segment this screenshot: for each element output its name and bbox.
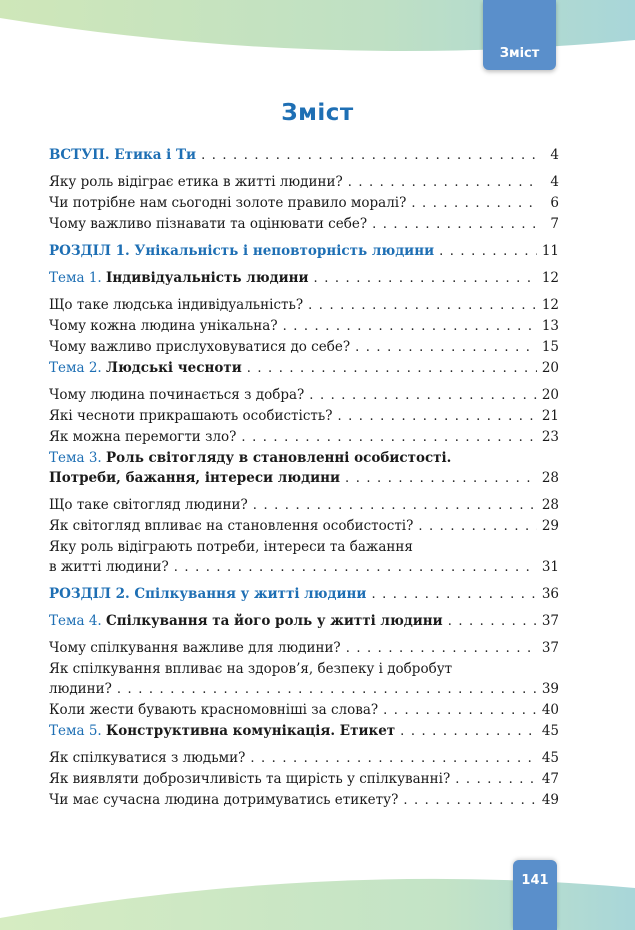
- toc-page-number: 47: [541, 771, 559, 787]
- toc-page-number: 15: [541, 339, 559, 355]
- toc-entry[interactable]: [49, 516, 559, 537]
- topic-label: Тема 5.: [49, 723, 102, 739]
- toc-entry-tema-3-line-2[interactable]: [49, 468, 559, 489]
- toc-entry-tema-2[interactable]: [49, 358, 559, 379]
- toc-entry[interactable]: [49, 406, 559, 427]
- leader-dots: [174, 558, 537, 578]
- toc-entry[interactable]: [49, 427, 559, 448]
- leader-dots: [403, 791, 536, 811]
- toc-entry-title: Як спілкування впливає на здоров’я, безпеку і добробут: [49, 661, 453, 677]
- toc-page-number: 23: [541, 429, 559, 445]
- toc-page-number: 12: [541, 270, 559, 286]
- toc-entry[interactable]: [49, 748, 559, 769]
- toc-entry[interactable]: [49, 316, 559, 337]
- toc-entry-title: Як світогляд впливає на становлення особистості?: [49, 518, 414, 534]
- leader-dots: [348, 173, 540, 193]
- toc-entry[interactable]: [49, 638, 559, 659]
- leader-dots: [247, 359, 537, 379]
- leader-dots: [371, 585, 536, 605]
- toc-entry-title: в житті людини?: [49, 559, 169, 575]
- toc-page-number: 11: [541, 243, 559, 259]
- toc-entry-multiline-1[interactable]: [49, 537, 559, 557]
- toc-page-number: 37: [541, 640, 559, 656]
- toc-entry-multiline-1[interactable]: [49, 659, 559, 679]
- toc-entry-title: Чому кожна людина унікальна?: [49, 318, 278, 334]
- toc-entry-title: Чи потрібне нам сьогодні золоте правило моралі?: [49, 195, 407, 211]
- toc-page-number: 7: [550, 216, 559, 232]
- toc-page-number: 39: [541, 681, 559, 697]
- section-tab-label: Зміст: [499, 46, 540, 61]
- leader-dots: [400, 722, 537, 742]
- toc-entry-title: людини?: [49, 681, 112, 697]
- toc-entry-title: Чи має сучасна людина дотримуватись етикету?: [49, 792, 399, 808]
- toc-entry[interactable]: [49, 495, 559, 516]
- leader-dots: [283, 317, 537, 337]
- topic-label: Тема 1.: [49, 270, 102, 286]
- topic-label: Тема 3.: [49, 450, 102, 466]
- toc-page-number: 4: [550, 174, 559, 190]
- toc-entry-title: ВСТУП. Етика і Ти: [49, 147, 197, 163]
- page-number: 141: [521, 873, 549, 888]
- toc-page-number: 45: [541, 723, 559, 739]
- toc-entry-title: Що таке світогляд людини?: [49, 497, 248, 513]
- topic-label: Тема 2.: [49, 360, 102, 376]
- leader-dots: [383, 701, 537, 721]
- toc-entry[interactable]: [49, 337, 559, 358]
- toc-entry-title: РОЗДІЛ 1. Унікальність і неповторність людини: [49, 243, 435, 259]
- toc-entry-title: Які чесноти прикрашають особистість?: [49, 408, 333, 424]
- leader-dots: [345, 469, 537, 489]
- toc-entry[interactable]: [49, 790, 559, 811]
- table-of-contents: [49, 145, 559, 811]
- leader-dots: [201, 146, 540, 166]
- page-title: Зміст: [281, 100, 354, 126]
- toc-entry-intro[interactable]: [49, 145, 559, 166]
- toc-entry[interactable]: [49, 769, 559, 790]
- toc-entry-title: Чому важливо прислуховуватися до себе?: [49, 339, 351, 355]
- toc-page-number: 36: [541, 586, 559, 602]
- toc-entry-tema-1[interactable]: [49, 268, 559, 289]
- toc-entry-title: Чому важливо пізнавати та оцінювати себе?: [49, 216, 368, 232]
- toc-entry-title: Чому людина починається з добра?: [49, 387, 305, 403]
- toc-entry-title: Що таке людська індивідуальність?: [49, 297, 304, 313]
- leader-dots: [372, 215, 540, 235]
- leader-dots: [355, 338, 537, 358]
- leader-dots: [253, 496, 537, 516]
- toc-entry[interactable]: [49, 193, 559, 214]
- toc-page-number: 49: [541, 792, 559, 808]
- toc-entry-title: Чому спілкування важливе для людини?: [49, 640, 341, 656]
- section-tab-contents: [483, 0, 556, 70]
- toc-entry-title: РОЗДІЛ 2. Спілкування у житті людини: [49, 586, 367, 602]
- toc-entry-title: Як можна перемогти зло?: [49, 429, 237, 445]
- toc-page-number: 28: [541, 497, 559, 513]
- toc-page-number: 29: [541, 518, 559, 534]
- toc-entry-multiline-2[interactable]: [49, 679, 559, 700]
- topic-title: Конструктивна комунікація. Етикет: [106, 723, 396, 739]
- toc-page-number: 31: [541, 559, 559, 575]
- toc-entry[interactable]: [49, 700, 559, 721]
- toc-page-number: 45: [541, 750, 559, 766]
- page-number-tab: [513, 860, 557, 930]
- topic-title: Людські чесноти: [106, 360, 242, 376]
- leader-dots: [346, 639, 537, 659]
- toc-page-number: 21: [541, 408, 559, 424]
- toc-page-number: 20: [541, 387, 559, 403]
- topic-title: Спілкування та його роль у житті людини: [106, 613, 443, 629]
- toc-entry-title: Коли жести бувають красномовніші за слова?: [49, 702, 379, 718]
- leader-dots: [337, 407, 536, 427]
- toc-entry[interactable]: [49, 295, 559, 316]
- topic-label: Тема 4.: [49, 613, 102, 629]
- toc-entry[interactable]: [49, 172, 559, 193]
- topic-title: Роль світогляду в становленні особистості.: [106, 450, 452, 466]
- leader-dots: [309, 386, 537, 406]
- topic-title: Індивідуальність людини: [106, 270, 309, 286]
- toc-page-number: 28: [541, 470, 559, 486]
- toc-entry-tema-3-line-1[interactable]: [49, 448, 559, 468]
- toc-page-number: 20: [541, 360, 559, 376]
- toc-entry-title: Як виявляти доброзичливість та щирість у спілкуванні?: [49, 771, 451, 787]
- toc-entry-tema-5[interactable]: [49, 721, 559, 742]
- leader-dots: [250, 749, 536, 769]
- leader-dots: [418, 517, 536, 537]
- toc-page-number: 12: [541, 297, 559, 313]
- toc-entry-title: Як спілкуватися з людьми?: [49, 750, 246, 766]
- topic-title: Потреби, бажання, інтереси людини: [49, 470, 341, 486]
- toc-entry-multiline-2[interactable]: [49, 557, 559, 578]
- leader-dots: [455, 770, 537, 790]
- leader-dots: [117, 680, 537, 700]
- leader-dots: [241, 428, 536, 448]
- toc-entry[interactable]: [49, 385, 559, 406]
- toc-page-number: 40: [541, 702, 559, 718]
- toc-page-number: 37: [541, 613, 559, 629]
- toc-entry-title: Яку роль відіграє етика в житті людини?: [49, 174, 343, 190]
- toc-entry-tema-4[interactable]: [49, 611, 559, 632]
- toc-entry-section-1[interactable]: [49, 241, 559, 262]
- leader-dots: [411, 194, 540, 214]
- toc-page-number: 4: [550, 147, 559, 163]
- toc-entry-title: Яку роль відіграють потреби, інтереси та бажання: [49, 539, 413, 555]
- leader-dots: [314, 269, 537, 289]
- toc-entry-section-2[interactable]: [49, 584, 559, 605]
- leader-dots: [439, 242, 537, 262]
- leader-dots: [448, 612, 537, 632]
- toc-entry[interactable]: [49, 214, 559, 235]
- toc-page-number: 6: [550, 195, 559, 211]
- leader-dots: [308, 296, 537, 316]
- toc-page-number: 13: [541, 318, 559, 334]
